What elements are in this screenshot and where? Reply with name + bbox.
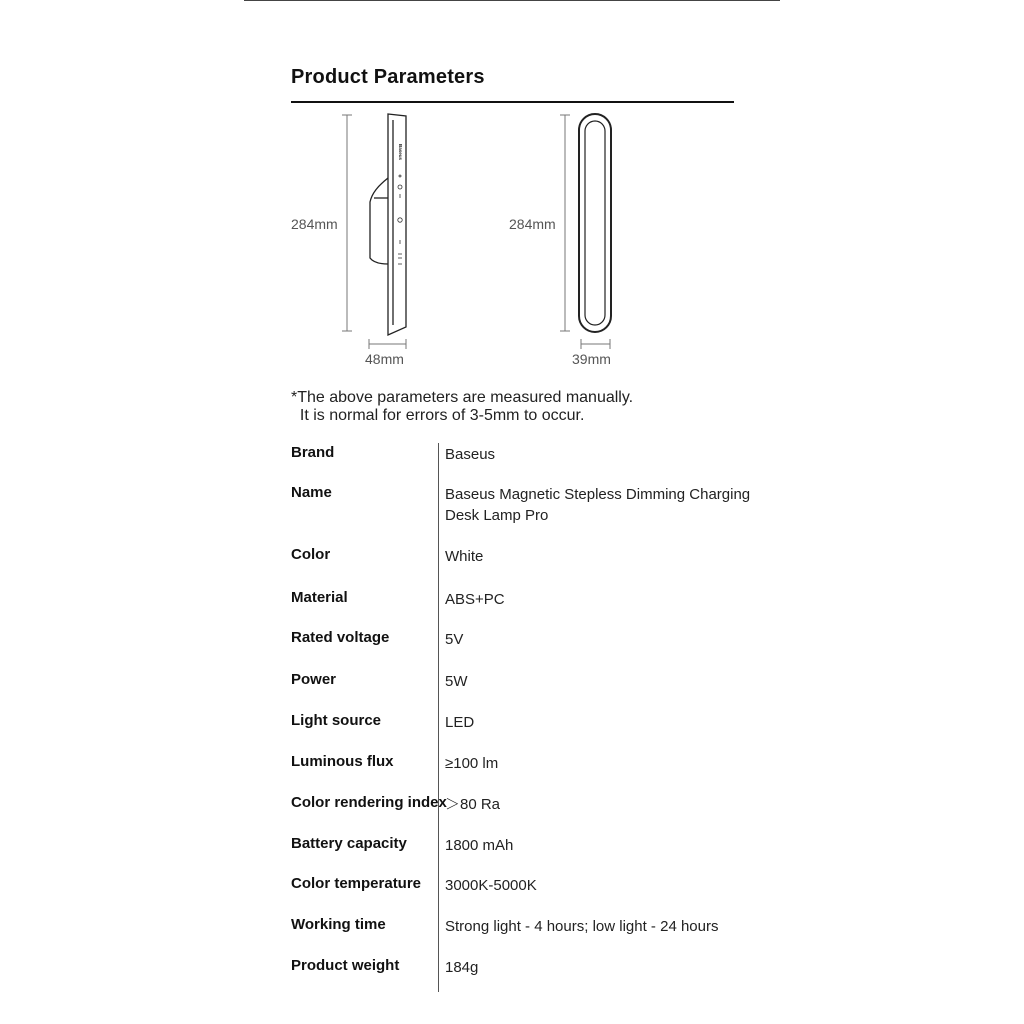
note-line-1: *The above parameters are measured manually.: [291, 389, 634, 406]
spec-label: Color rendering index: [291, 794, 447, 811]
spec-label: Light source: [291, 712, 382, 729]
spec-value: Strong light - 4 hours; low light - 24 hours: [445, 918, 719, 935]
spec-value: 184g: [445, 959, 479, 976]
spec-value: ＞80 Ra: [445, 796, 501, 813]
measurement-note: [291, 389, 633, 425]
side-view-control-icons: [398, 175, 402, 264]
spec-label: Color temperature: [291, 875, 422, 892]
section-title: Product Parameters: [291, 66, 485, 88]
spec-value: ABS+PC: [445, 591, 505, 608]
spec-label: Power: [291, 671, 337, 688]
side-width-dimension-line: [369, 339, 406, 349]
spec-value: Baseus: [445, 446, 496, 463]
note-line-2: It is normal for errors of 3-5mm to occur.: [291, 407, 585, 424]
spec-value: 3000K-5000K: [445, 877, 537, 894]
spec-value: Baseus Magnetic Stepless Dimming Charging Desk Lamp Pro: [445, 486, 751, 524]
dimension-drawings: [0, 0, 1024, 380]
spec-value: 5V: [445, 631, 464, 648]
spec-value: 5W: [445, 673, 468, 690]
spec-table-divider: [438, 443, 439, 992]
spec-label: Product weight: [291, 957, 400, 974]
spec-label: Luminous flux: [291, 753, 394, 770]
front-height-label: 284mm: [509, 216, 556, 232]
spec-label: Name: [291, 484, 332, 501]
spec-value: White: [445, 548, 484, 565]
side-height-dimension-line: [342, 115, 352, 331]
side-view-brand-mark: Baseus: [398, 144, 403, 161]
spec-label: Brand: [291, 444, 335, 461]
spec-label: Material: [291, 589, 348, 606]
front-height-dimension-line: [560, 115, 570, 331]
spec-value: ≥100 lm: [445, 755, 499, 772]
spec-value: 1800 mAh: [445, 837, 514, 854]
spec-label: Battery capacity: [291, 835, 407, 852]
front-width-label: 39mm: [572, 351, 611, 367]
spec-label: Color: [291, 546, 331, 563]
spec-value: LED: [445, 714, 475, 731]
front-width-dimension-line: [581, 339, 610, 349]
side-height-label: 284mm: [291, 216, 338, 232]
side-width-label: 48mm: [365, 351, 404, 367]
spec-label: Rated voltage: [291, 629, 390, 646]
lamp-front-view: [579, 114, 611, 332]
spec-label: Working time: [291, 916, 386, 933]
